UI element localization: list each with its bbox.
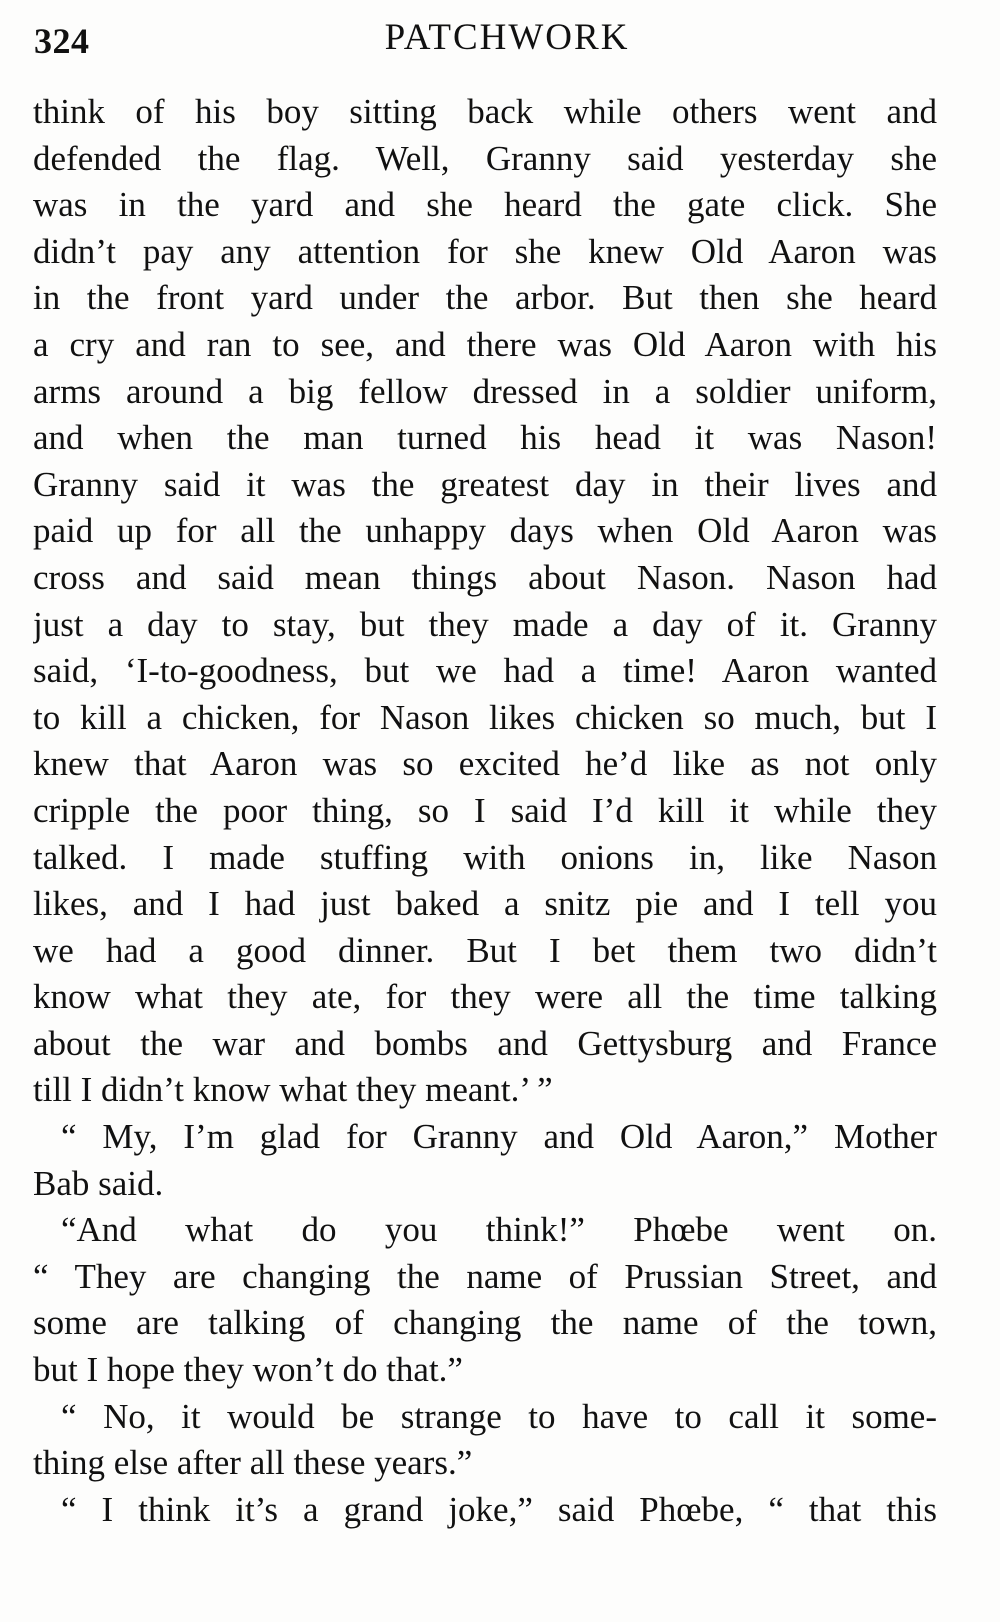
text-line: “ My, I’m glad for Granny and Old Aaron,” Mother bbox=[61, 1117, 937, 1157]
text-line: about the war and bombs and Gettysburg and France bbox=[33, 1023, 937, 1063]
text-line: just a day to stay, but they made a day of it. Granny bbox=[33, 604, 937, 644]
text-line: didn’t pay any attention for she knew Old Aaron was bbox=[33, 231, 937, 271]
text-line: to kill a chicken, for Nason likes chicken so much, but I bbox=[33, 697, 937, 737]
body-text bbox=[33, 89, 937, 1533]
text-line: “ No, it would be strange to have to call it some- bbox=[61, 1396, 937, 1436]
text-line: a cry and ran to see, and there was Old Aaron with his bbox=[33, 324, 937, 364]
text-line: cripple the poor thing, so I said I’d kill it while they bbox=[33, 790, 937, 830]
text-line: in the front yard under the arbor. But then she heard bbox=[33, 278, 937, 318]
running-title: PATCHWORK bbox=[384, 17, 630, 58]
text-line: some are talking of changing the name of the town, bbox=[33, 1303, 937, 1343]
text-line: but I hope they won’t do that.” bbox=[33, 1350, 463, 1390]
text-line: defended the flag. Well, Granny said yesterday she bbox=[33, 138, 937, 178]
text-line: till I didn’t know what they meant.’ ” bbox=[33, 1070, 553, 1110]
page-number: 324 bbox=[34, 21, 90, 61]
text-line: knew that Aaron was so excited he’d like as not only bbox=[33, 744, 937, 784]
text-line: Granny said it was the greatest day in their lives and bbox=[33, 464, 937, 504]
text-line: said, ‘I-to-goodness, but we had a time! Aaron wanted bbox=[33, 651, 937, 691]
text-line: and when the man turned his head it was Nason! bbox=[33, 418, 937, 458]
text-line: Bab said. bbox=[33, 1163, 164, 1203]
text-line: “ They are changing the name of Prussian Street, and bbox=[33, 1256, 937, 1296]
text-line: talked. I made stuffing with onions in, like Nason bbox=[33, 837, 937, 877]
text-line: “And what do you think!” Phœbe went on. bbox=[61, 1210, 937, 1250]
text-line: “ I think it’s a grand joke,” said Phœbe, “ that this bbox=[61, 1489, 937, 1529]
text-line: paid up for all the unhappy days when Old Aaron was bbox=[33, 511, 937, 551]
text-line: was in the yard and she heard the gate click. She bbox=[33, 185, 937, 225]
text-line: think of his boy sitting back while others went and bbox=[33, 92, 937, 131]
page-header bbox=[34, 10, 934, 70]
text-line: we had a good dinner. But I bet them two didn’t bbox=[33, 930, 937, 970]
text-line: cross and said mean things about Nason. Nason had bbox=[33, 557, 937, 597]
text-line: likes, and I had just baked a snitz pie and I tell you bbox=[33, 884, 937, 924]
text-line: know what they ate, for they were all the time talking bbox=[33, 977, 937, 1017]
text-line: arms around a big fellow dressed in a soldier uniform, bbox=[33, 371, 937, 411]
text-line: thing else after all these years.” bbox=[33, 1443, 473, 1483]
